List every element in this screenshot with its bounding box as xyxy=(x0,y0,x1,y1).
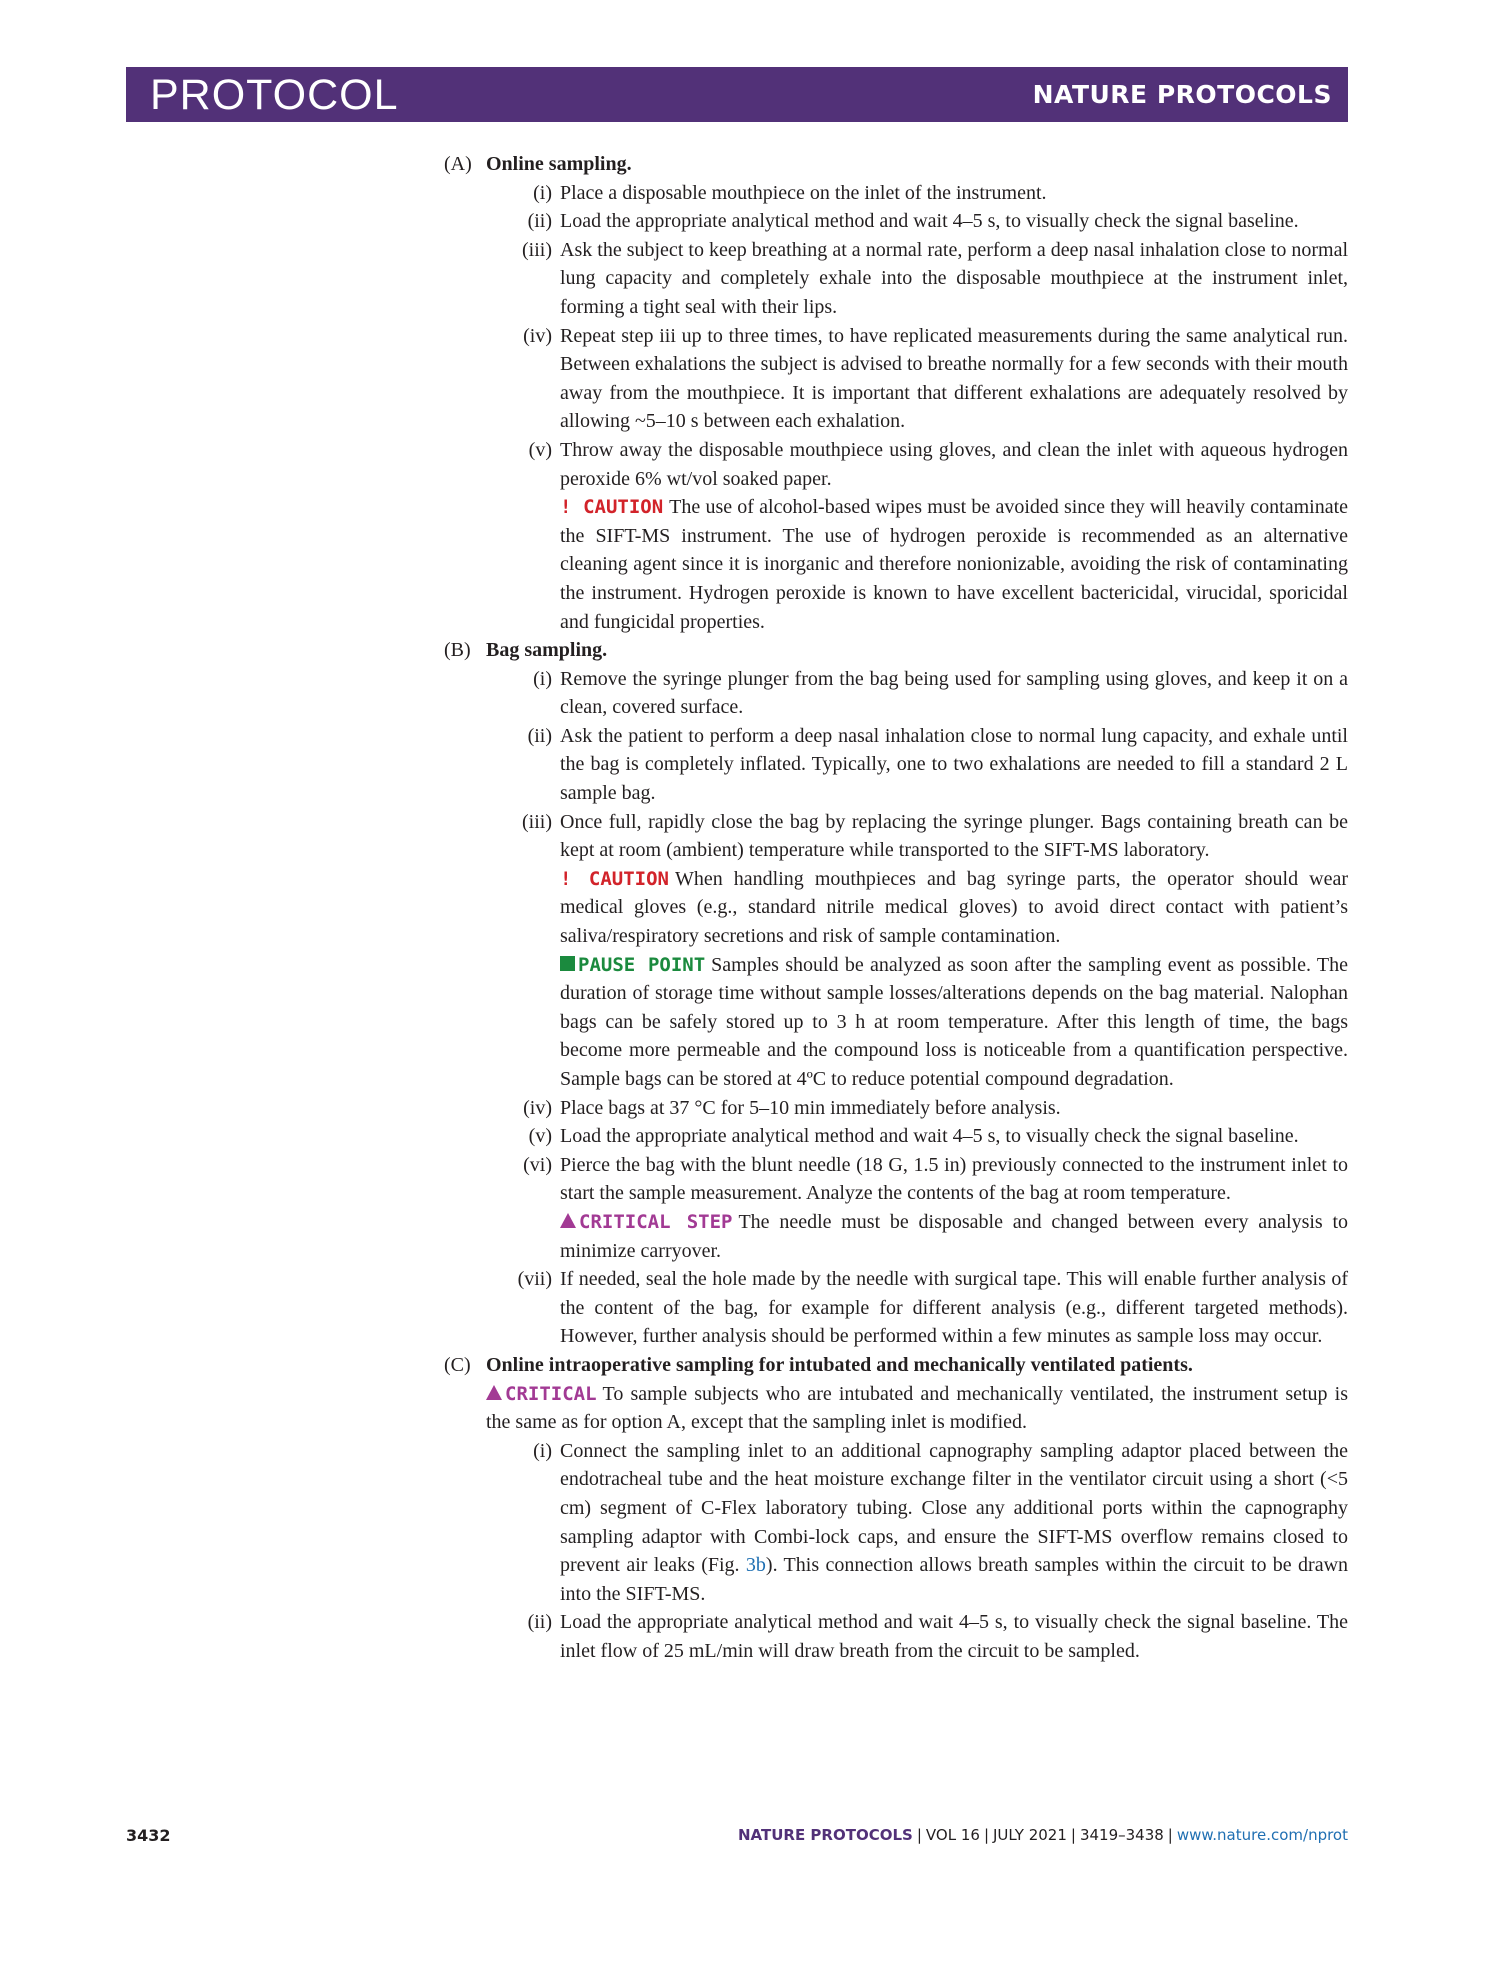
step-text-continued: ). This connection allows breath samples within the circuit to be drawn into the SIFT-MS. xyxy=(560,1554,1349,1605)
step-text: Remove the syringe plunger from the bag being used for sampling using gloves, and keep it on a clean, covered surface. xyxy=(560,667,1348,719)
pause-point-text: Samples should be analyzed as soon after the sampling event as possible. The duration of storage time without sample losses/alterations depends on the bag material. Nalophan bags can be safely stored up to 3 h at room temperature. After this length of time, the bags become more permeable and the compound loss is noticeable from a quantification perspective. Sample bags can be stored at 4ºC to reduce potential compound degradation. xyxy=(560,953,1348,1090)
step-text: Throw away the disposable mouthpiece using gloves, and clean the inlet with aqueous hydrogen peroxide 6% wt/vol soaked paper. xyxy=(560,438,1348,490)
section-label: (A) xyxy=(444,153,472,175)
section-label: (C) xyxy=(444,1353,471,1376)
footer-journal: NATURE PROTOCOLS xyxy=(738,1826,913,1844)
step xyxy=(486,722,1348,808)
step-number: (iv) xyxy=(523,324,552,347)
footer-citation xyxy=(738,1826,1348,1844)
step-text: Connect the sampling inlet to an additional capnography sampling adaptor placed between the endotracheal tube and the heat moisture exchange filter in the ventilator circuit using a short (<5 cm) segment of C-Flex laboratory tubing. Close any additional ports within the capnography sampling adaptor with Combi-lock caps, and ensure the SIFT-MS overflow remains closed to prevent air leaks (Fig. xyxy=(560,1439,1348,1577)
critical-triangle-icon xyxy=(486,1385,502,1400)
page-number: 3432 xyxy=(126,1826,171,1845)
separator: | xyxy=(1070,1826,1076,1844)
footer-date: JULY 2021 xyxy=(993,1826,1067,1844)
step-text: Place a disposable mouthpiece on the inlet of the instrument. xyxy=(560,181,1047,204)
section-a xyxy=(444,150,1348,636)
pause-square-icon xyxy=(560,956,575,971)
step-number: (i) xyxy=(533,667,552,690)
step-text: Load the appropriate analytical method and wait 4–5 s, to visually check the signal baseline. xyxy=(560,210,1299,233)
critical-step-text: The needle must be disposable and changed between every analysis to minimize carryover. xyxy=(560,1210,1348,1262)
step xyxy=(486,665,1348,722)
caution-label: ! CAUTION xyxy=(560,496,664,519)
caution-text: The use of alcohol-based wipes must be avoided since they will heavily contaminate the SIFT-MS instrument. The use of hydrogen peroxide is recommended as an alternative cleaning agent since it is inorganic and therefore nonionizable, avoiding the risk of contaminating the instrument. Hydrogen peroxide is known to have excellent bactericidal, virucidal, sporicidal and fungicidal properties. xyxy=(560,496,1349,633)
footer-volume: VOL 16 xyxy=(925,1826,980,1844)
pause-point-note xyxy=(486,951,1348,1094)
step-number: (i) xyxy=(533,1439,552,1462)
step-number: (vi) xyxy=(523,1153,552,1176)
step-number: (iv) xyxy=(523,1096,552,1119)
step-number: (ii) xyxy=(527,724,552,747)
critical-step-label: CRITICAL STEP xyxy=(579,1210,733,1233)
step-number: (iii) xyxy=(522,810,552,833)
step xyxy=(486,1122,1348,1151)
section-label: (B) xyxy=(444,639,471,662)
header-journal-name: NATURE PROTOCOLS xyxy=(1032,80,1332,109)
step-number: (ii) xyxy=(527,1611,552,1634)
step-text: Load the appropriate analytical method and wait 4–5 s, to visually check the signal baseline. xyxy=(560,1125,1299,1148)
step xyxy=(486,436,1348,493)
step xyxy=(486,1151,1348,1208)
section-c xyxy=(444,1351,1348,1666)
critical-label: CRITICAL xyxy=(505,1382,597,1405)
caution-label: ! CAUTION xyxy=(560,867,669,890)
step-number: (vii) xyxy=(517,1268,552,1291)
step xyxy=(486,207,1348,236)
caution-text: When handling mouthpieces and bag syringe parts, the operator should wear medical gloves (e.g., standard nitrile medical gloves) to avoid direct contact with patient’s saliva/respiratory secretions and risk of sample contamination. xyxy=(560,867,1348,948)
footer-pages: 3419–3438 xyxy=(1079,1826,1164,1844)
step xyxy=(486,322,1348,436)
step-text: Once full, rapidly close the bag by replacing the syringe plunger. Bags containing breath can be kept at room (ambient) temperature while transported to the SIFT-MS laboratory. xyxy=(560,810,1348,862)
figure-link[interactable]: 3b xyxy=(745,1554,766,1577)
header-bar xyxy=(126,67,1348,122)
header-protocol-label: PROTOCOL xyxy=(150,71,399,119)
step xyxy=(486,1265,1348,1351)
pause-point-label: PAUSE POINT xyxy=(578,953,706,976)
section-title: Online intraoperative sampling for intubated and mechanically ventilated patients. xyxy=(486,1353,1193,1376)
critical-step-note xyxy=(486,1208,1348,1265)
step-text: Place bags at 37 °C for 5–10 min immediately before analysis. xyxy=(560,1096,1061,1119)
step xyxy=(486,1437,1348,1609)
step xyxy=(486,1094,1348,1123)
step-text: Load the appropriate analytical method and wait 4–5 s, to visually check the signal baseline. The inlet flow of 25 mL/min will draw breath from the circuit to be sampled. xyxy=(560,1611,1348,1662)
main-content xyxy=(444,150,1348,1665)
critical-triangle-icon xyxy=(560,1213,576,1228)
separator: | xyxy=(983,1826,989,1844)
step xyxy=(486,236,1348,322)
step-text: If needed, seal the hole made by the needle with surgical tape. This will enable further analysis of the content of the bag, for example for different analysis (e.g., different targeted methods). However, further analysis should be performed within a few minutes as sample loss may occur. xyxy=(560,1268,1348,1348)
step-number: (v) xyxy=(528,438,552,461)
critical-text: To sample subjects who are intubated and mechanically ventilated, the instrument setup is the same as for option A, except that the sampling inlet is modified. xyxy=(486,1382,1348,1434)
step xyxy=(486,1608,1348,1665)
step-text: Ask the subject to keep breathing at a normal rate, perform a deep nasal inhalation close to normal lung capacity and completely exhale into the disposable mouthpiece at the instrument inlet, forming a tight seal with their lips. xyxy=(560,238,1348,318)
caution-note xyxy=(486,493,1348,636)
critical-note xyxy=(486,1380,1348,1437)
step-text: Pierce the bag with the blunt needle (18 G, 1.5 in) previously connected to the instrument inlet to start the sample measurement. Analyze the contents of the bag at room temperature. xyxy=(560,1153,1348,1205)
section-title: Online sampling. xyxy=(486,153,632,175)
step-text: Repeat step iii up to three times, to have replicated measurements during the same analytical run. Between exhalations the subject is advised to breathe normally for a few seconds with their mouth away from the mouthpiece. It is important that different exhalations are adequately resolved by allowing ~5–10 s between each exhalation. xyxy=(560,324,1348,433)
step-number: (v) xyxy=(528,1125,552,1148)
separator: | xyxy=(916,1826,922,1844)
step-number: (i) xyxy=(533,181,552,204)
step-number: (ii) xyxy=(527,210,552,233)
footer-url-link[interactable]: www.nature.com/nprot xyxy=(1176,1826,1348,1844)
section-title: Bag sampling. xyxy=(486,639,608,662)
caution-note xyxy=(486,865,1348,951)
step xyxy=(486,808,1348,865)
step-number: (iii) xyxy=(522,238,552,261)
section-b xyxy=(444,636,1348,1351)
separator: | xyxy=(1167,1826,1173,1844)
step xyxy=(486,179,1348,208)
step-text: Ask the patient to perform a deep nasal inhalation close to normal lung capacity, and exhale until the bag is completely inflated. Typically, one to two exhalations are needed to fill a standard 2 L sample bag. xyxy=(560,724,1348,805)
